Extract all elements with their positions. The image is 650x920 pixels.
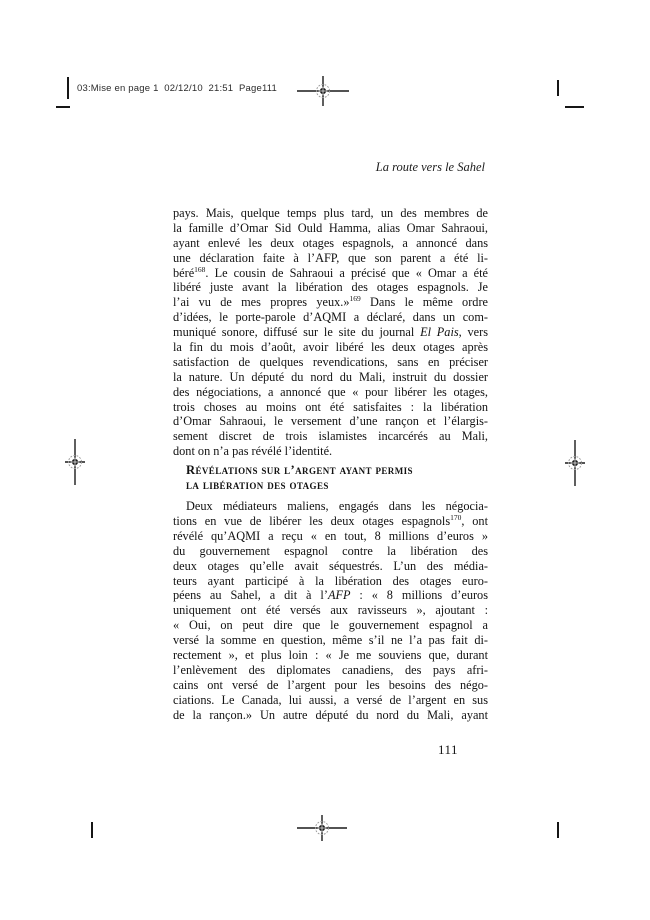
body-paragraph — [173, 499, 488, 722]
body-paragraph — [173, 206, 488, 459]
registration-mark-icon — [558, 438, 592, 488]
text-line: des négociations, a annoncé que « pour libérer les otages, — [173, 384, 488, 399]
crop-mark — [565, 106, 584, 108]
text-line: révélé qu’AQMI a reçu « en tout, 8 millions d’euros » — [173, 528, 488, 543]
text-line: l’enlèvement des diplomates canadiens, des pays afri- — [173, 662, 488, 677]
print-slug — [67, 77, 277, 99]
text-line: cains ont versé de l’argent pour les besoins des négo- — [173, 677, 488, 692]
text-line: béré$^{168}$. Le cousin de Sahraoui a précisé que « Omar a été — [173, 264, 488, 280]
running-header: La route vers le Sahel — [375, 160, 485, 174]
text-line: la fin du mois d’août, avoir libéré les deux otages après — [173, 340, 488, 355]
crop-mark — [557, 822, 559, 838]
text-line: muniqué sonore, diffusé sur le site du journal El Pais, vers — [173, 325, 488, 340]
text-line: dont on n’a pas révélé l’identité. — [173, 444, 333, 459]
registration-mark-icon — [58, 437, 92, 487]
text-line: Deux médiateurs maliens, engagés dans les négocia- — [186, 499, 488, 514]
text-line: ciations. Le Canada, lui aussi, a versé de l’argent en sus — [173, 692, 488, 707]
slug-text: 03:Mise en page 1 02/12/10 21:51 Page111 — [77, 82, 277, 94]
text-line: la famille d’Omar Sid Ould Hamma, alias Omar Sahraoui, — [173, 220, 488, 235]
text-line: péens au Sahel, a dit à l’AFP : « 8 millions d’euros — [173, 588, 488, 603]
heading-line: Révélations sur l’argent ayant permis — [186, 463, 413, 478]
text-line: l’ai vu de mes propres yeux.»$^{169}$ Dans le même ordre — [173, 294, 488, 310]
text-line: la nature. Un député du nord du Mali, instruit du dossier — [173, 369, 488, 384]
text-line: d’Omar Sahraoui, le versement d’une rançon et l’élargis- — [173, 414, 488, 429]
text-line: sement discret de trois islamistes incarcérés au Mali, — [173, 429, 488, 444]
registration-mark-icon — [295, 812, 349, 844]
text-line: versé la somme en question, même s’il ne l’a pas fait di- — [173, 633, 488, 648]
heading-line: la libération des otages — [186, 478, 329, 493]
text-line: une déclaration faite à l’AFP, que son parent a été li- — [173, 250, 488, 265]
text-line: d’idées, le porte-parole d’AQMI a déclaré, dans un com- — [173, 310, 488, 325]
text-line: libéré juste avant la libération des otages espagnols. Je — [173, 280, 488, 295]
section-heading — [173, 463, 488, 493]
text-line: ayant enlevé les deux otages espagnols, a annoncé dans — [173, 235, 488, 250]
registration-mark-icon — [296, 74, 350, 108]
text-line: satisfaction de quelques revendications, sans en préciser — [173, 354, 488, 369]
text-line: rectement », et plus loin : « Je me souviens que, durant — [173, 648, 488, 663]
crop-mark — [56, 106, 70, 108]
crop-mark — [91, 822, 93, 838]
page-number: 111 — [437, 742, 458, 757]
text-line: pays. Mais, quelque temps plus tard, un des membres de — [173, 206, 488, 220]
crop-mark — [557, 80, 559, 96]
text-line: teurs ayant participé à la libération des otages euro- — [173, 573, 488, 588]
text-line: de la rançon.» Un autre député du nord du Mali, ayant — [173, 707, 488, 722]
text-line: du gouvernement espagnol contre la libération des — [173, 543, 488, 558]
text-line: « Oui, on peut dire que le gouvernement espagnol a — [173, 618, 488, 633]
text-block — [173, 206, 488, 723]
text-line: tions en vue de libérer les deux otages espagnols$^{170}$, ont — [173, 512, 488, 529]
text-line: trois choses au moins ont été satisfaites : la libération — [173, 399, 488, 414]
text-line: deux otages qu’elle avait séquestrés. L’un des média- — [173, 558, 488, 573]
text-line: uniquement ont été versés aux ravisseurs », ajoutant : — [173, 603, 488, 618]
